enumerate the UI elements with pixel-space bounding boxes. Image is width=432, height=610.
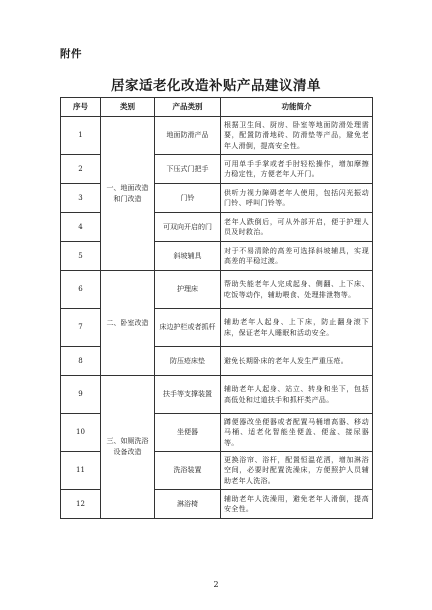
table-row xyxy=(61,376,373,414)
table-header-row xyxy=(61,98,373,117)
product-type: 防压疮床垫 xyxy=(155,347,221,376)
description: 根据卫生间、厨房、卧室等地面防滑处理需要，配置防滑地砖、防滑垫等产品，避免老年人滑倒，提高安全性。 xyxy=(221,117,373,155)
product-type: 门铃 xyxy=(155,184,221,213)
category-cell: 三、如厕洗浴设备改造 xyxy=(101,376,155,519)
description: 老年人跌倒后，可从外部开启，便于护理人员及时救治。 xyxy=(221,213,373,242)
description: 辅助老年人起身、上下床，防止翻身滚下床，保证老年人睡眠和活动安全。 xyxy=(221,309,373,347)
category-cell: 二、卧室改造 xyxy=(101,271,155,376)
product-type: 床边护栏或者抓杆 xyxy=(155,309,221,347)
header-no: 序号 xyxy=(61,98,101,117)
header-product-type: 产品类别 xyxy=(155,98,221,117)
product-type: 斜坡辅具 xyxy=(155,242,221,271)
row-number: 10 xyxy=(61,414,101,452)
row-number: 4 xyxy=(61,213,101,242)
row-number: 9 xyxy=(61,376,101,414)
description: 帮助失能老年人完成起身、侧翻、上下床、吃饭等动作，辅助喂食、处理排泄物等。 xyxy=(221,271,373,309)
row-number: 1 xyxy=(61,117,101,155)
category-cell: 一、地面改造和门改造 xyxy=(101,117,155,271)
row-number: 11 xyxy=(61,452,101,490)
page-number: 2 xyxy=(213,580,219,589)
description: 辅助老年人起身、站立、转身和坐下，包括高低处和过道扶手和抓杆类产品。 xyxy=(221,376,373,414)
description: 避免长期卧床的老年人发生严重压疮。 xyxy=(221,347,373,376)
header-category: 类别 xyxy=(101,98,155,117)
row-number: 2 xyxy=(61,155,101,184)
description: 供听力视力障碍老年人使用，包括闪光振动门铃、呼叫门铃等。 xyxy=(221,184,373,213)
product-type: 护理床 xyxy=(155,271,221,309)
document-title: 居家适老化改造补贴产品建议清单 xyxy=(111,78,321,94)
description: 更换浴帘、浴杆，配置恒温花洒，增加淋浴空间，必要时配置洗澡床，方便照护人员辅助老年人洗浴。 xyxy=(221,452,373,490)
product-type: 地面防滑产品 xyxy=(155,117,221,155)
product-type: 扶手等支撑装置 xyxy=(155,376,221,414)
description: 可用单手手掌或者手肘轻松操作，增加摩擦力稳定性，方便老年人开门。 xyxy=(221,155,373,184)
row-number: 12 xyxy=(61,490,101,519)
description: 对于不易清除的高差可选择斜坡辅具，实现高差的平稳过渡。 xyxy=(221,242,373,271)
product-type: 可双向开启的门 xyxy=(155,213,221,242)
row-number: 7 xyxy=(61,309,101,347)
product-type: 下压式门把手 xyxy=(155,155,221,184)
table-row xyxy=(61,271,373,309)
product-type: 淋浴椅 xyxy=(155,490,221,519)
attachment-label: 附件 xyxy=(60,48,82,60)
product-table xyxy=(60,97,373,519)
header-description: 功能简介 xyxy=(221,98,373,117)
description: 蹲便器改坐便器或者配置马桶增高器、移动马桶、适老化智能坐便盖、便盆、接尿器等。 xyxy=(221,414,373,452)
table-row xyxy=(61,117,373,155)
description: 辅助老年人洗澡用，避免老年人滑倒，提高安全性。 xyxy=(221,490,373,519)
row-number: 8 xyxy=(61,347,101,376)
row-number: 6 xyxy=(61,271,101,309)
row-number: 3 xyxy=(61,184,101,213)
product-type: 洗浴装置 xyxy=(155,452,221,490)
row-number: 5 xyxy=(61,242,101,271)
product-type: 坐便器 xyxy=(155,414,221,452)
